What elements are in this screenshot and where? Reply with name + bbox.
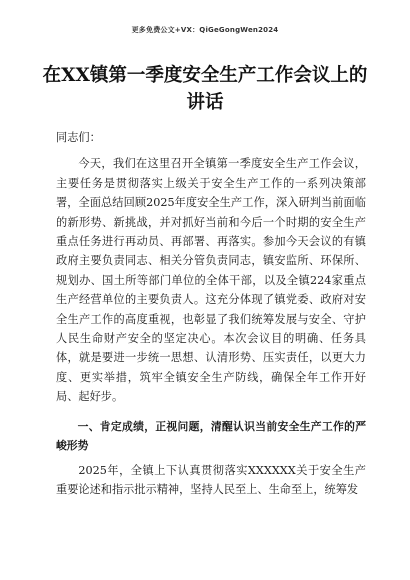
document-title: 在XX镇第一季度安全生产工作会议上的讲话 [42,65,368,113]
paragraph-1: 今天，我们在这里召开全镇第一季度安全生产工作会议，主要任务是贯彻落实上级关于安全生产工作的一系列决策部署，全面总结回顾2025年度安全生产工作，深入研判当前面临的新形势、新挑战，并对抓好当前和今后一个时期的安全生产重点任务进行再动员、再部署、再落实。参加今天会议的有镇政府主要负责同志、相关分管负责同志，镇安监所、环保所、规划办、国土所等部门单位的全体干部，以及全镇224家重点生产经营单位的主要负责人。这充分体现了镇党委、政府对安全生产工作的高度重视，也彰显了我们统筹发展与安全、守护人民生命财产安全的坚定决心。本次会议目的明确、任务具体，就是要进一步统一思想、认清形势、压实责任，以更大力度、更实举措，筑牢全镇安全生产防线，确保全年工作开好局、起好步。 [56,157,366,404]
paragraph-2: 2025年，全镇上下认真贯彻落实XXXXXX关于安全生产重要论述和指示批示精神，坚持人民至上、生命至上，统筹发 [56,463,366,496]
header-note: 更多免费公文+VX：QiGeGongWen2024 [131,26,279,34]
salutation: 同志们： [56,131,101,144]
section-1-heading: 一、肯定成绩，正视问题，清醒认识当前安全生产工作的严峻形势 [56,419,366,453]
document-body [56,128,366,499]
